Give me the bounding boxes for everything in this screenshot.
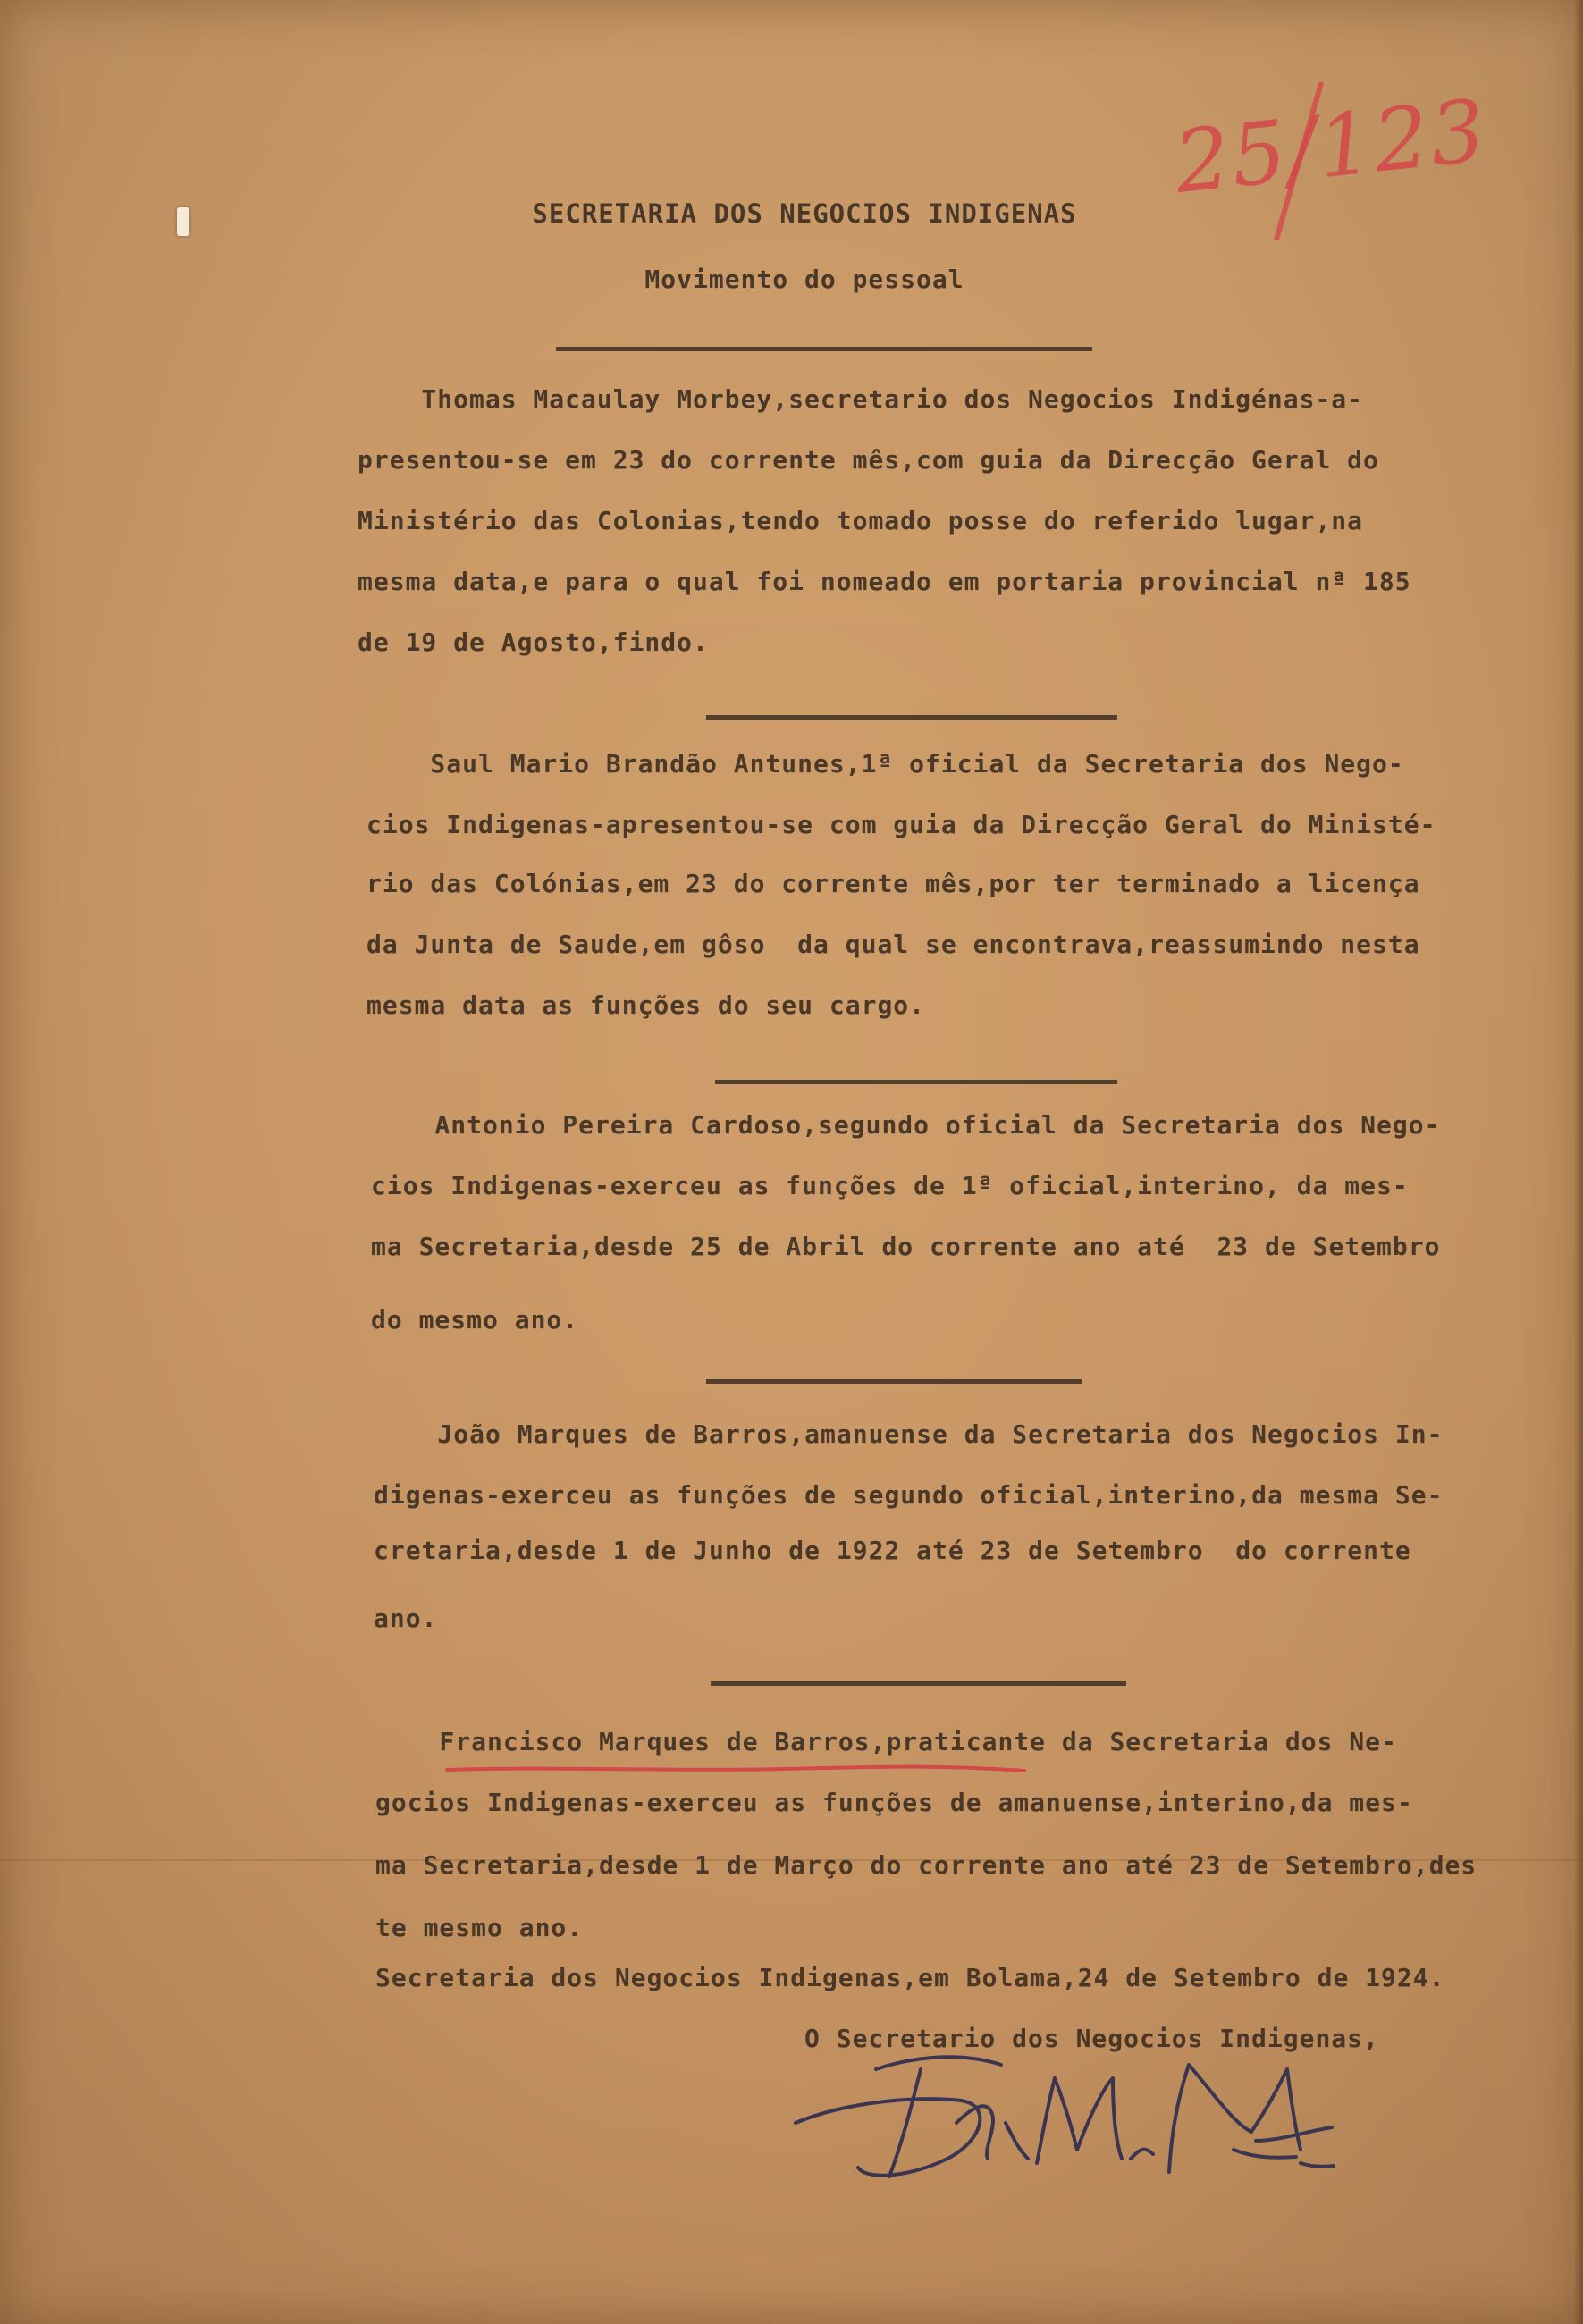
paragraph-line: Ministério das Colonias,tendo tomado posse do referido lugar,na xyxy=(358,506,1364,535)
separator-rule xyxy=(706,715,1117,720)
paragraph-line: João Marques de Barros,amanuense da Secretaria dos Negocios In- xyxy=(374,1419,1444,1449)
paragraph-line: Francisco Marques de Barros,praticante da Secretaria dos Ne- xyxy=(375,1727,1397,1756)
separator-rule xyxy=(715,1080,1117,1084)
separator-rule xyxy=(706,1379,1082,1384)
paragraph-line: digenas-exerceu as funções de segundo oficial,interino,da mesma Se- xyxy=(374,1480,1444,1510)
paragraph-line: mesma data,e para o qual foi nomeado em portaria provincial nª 185 xyxy=(358,567,1411,596)
paragraph-line: do mesmo ano. xyxy=(371,1305,579,1335)
paragraph-line: cios Indigenas-apresentou-se com guia da Direcção Geral do Ministé- xyxy=(366,810,1436,839)
signatory-title: O Secretario dos Negocios Indigenas, xyxy=(804,2024,1379,2053)
paragraph-line: ano. xyxy=(374,1604,438,1633)
paragraph-line: te mesmo ano. xyxy=(375,1913,584,1942)
punch-hole xyxy=(177,207,189,236)
separator-rule xyxy=(556,347,1092,351)
paragraph-line: rio das Colónias,em 23 do corrente mês,por ter terminado a licença xyxy=(366,869,1420,898)
red-pencil-underline xyxy=(445,1763,1026,1775)
paragraph-line: presentou-se em 23 do corrente mês,com guia da Direcção Geral do xyxy=(358,445,1379,475)
reference-number-text: 25/123 xyxy=(1170,80,1492,213)
paragraph-line: mesma data as funções do seu cargo. xyxy=(366,990,926,1020)
paragraph-line: ma Secretaria,desde 25 de Abril do corrente ano até 23 de Setembro xyxy=(371,1232,1441,1261)
paragraph-line: Saul Mario Brandão Antunes,1ª oficial da Secretaria dos Nego- xyxy=(366,749,1404,779)
paragraph-line: Antonio Pereira Cardoso,segundo oficial da Secretaria dos Nego- xyxy=(371,1110,1441,1140)
paper-edge xyxy=(1574,0,1583,2324)
separator-rule xyxy=(711,1681,1126,1686)
paragraph-line: cretaria,desde 1 de Junho de 1922 até 23 de Setembro do corrente xyxy=(374,1536,1411,1565)
paragraph-line: Thomas Macaulay Morbey,secretario dos Negocios Indigénas-a- xyxy=(358,384,1364,414)
handwritten-signature xyxy=(769,2016,1341,2203)
paragraph-line: ma Secretaria,desde 1 de Março do corrente ano até 23 de Setembro,des xyxy=(375,1850,1478,1880)
paragraph-line: cios Indigenas-exerceu as funções de 1ª oficial,interino, da mes- xyxy=(371,1171,1409,1200)
document-title: SECRETARIA DOS NEGOCIOS INDIGENAS xyxy=(532,198,1077,229)
paragraph-line: da Junta de Saude,em gôso da qual se encontrava,reassumindo nesta xyxy=(366,930,1420,959)
place-date-line: Secretaria dos Negocios Indigenas,em Bolama,24 de Setembro de 1924. xyxy=(375,1963,1445,1992)
paragraph-line: de 19 de Agosto,findo. xyxy=(358,627,709,657)
document-subtitle: Movimento do pessoal xyxy=(644,265,964,294)
paragraph-line: gocios Indigenas-exerceu as funções de amanuense,interino,da mes- xyxy=(375,1788,1413,1817)
